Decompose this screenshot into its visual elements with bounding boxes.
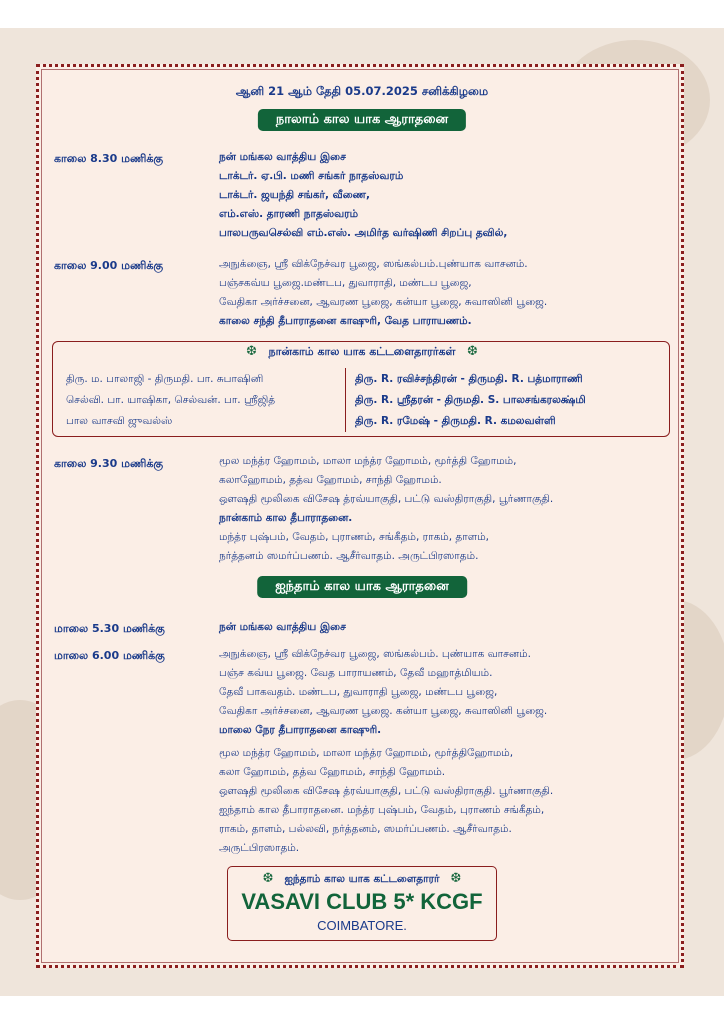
slot-details <box>219 148 669 243</box>
snowflake-icon: ❆ <box>466 344 478 359</box>
detail-line: ஔஷதி மூலிகை விசேஷ த்ரவ்யாகுதி, பட்டு வஸ்திராகுதி, பூர்ணாகுதி. <box>219 493 554 505</box>
detail-line: நான்காம் கால தீபாராதனை. <box>219 512 353 524</box>
slot-time: மாலை 5.30 மணிக்கு <box>54 622 165 635</box>
detail-line: நன் மங்கல வாத்திய இசை <box>219 151 346 163</box>
snowflake-icon: ❆ <box>246 344 258 359</box>
slot-details <box>219 255 669 331</box>
detail-line: டாக்டர். ஏ.பி. மணி சங்கர் நாதஸ்வரம் <box>219 170 404 182</box>
slot-details <box>219 645 669 740</box>
detail-line: நன் மங்கல வாத்திய இசை <box>219 621 346 633</box>
detail-line: எம்.எஸ். தாரணி நாதஸ்வரம் <box>219 208 359 220</box>
detail-line: பாலபருவசெல்வி எம்.எஸ். அமிர்த வர்ஷிணி சிறப்பு தவில், <box>219 227 508 239</box>
detail-line: கலா ஹோமம், தத்வ ஹோமம், சாந்தி ஹோமம். <box>219 766 446 778</box>
detail-line: டாக்டர். ஜயந்தி சங்கர், வீணை, <box>219 189 370 201</box>
detail-line: அநுக்ஞை, ஸ்ரீ விக்நேச்வர பூஜை, ஸங்கல்பம்.புண்யாக வாசனம். <box>219 258 528 270</box>
detail-line: அநுக்ஞை, ஸ்ரீ விக்நேச்வர பூஜை, ஸங்கல்பம். புண்யாக வாசனம். <box>219 648 531 660</box>
session4-title: நாலாம் கால யாக ஆராதனை <box>258 109 466 131</box>
donor-line: திரு. R. ஸ்ரீதரன் - திருமதி. S. பாலசங்கரலக்ஷ்மி <box>355 394 586 406</box>
slot-time: மாலை 6.00 மணிக்கு <box>54 649 165 662</box>
detail-line: நர்த்தனம் ஸமர்ப்பணம். ஆசீர்வாதம். அருட்பிரஸாதம். <box>219 550 479 562</box>
sponsor-name: VASAVI CLUB 5* KCGF <box>241 889 483 914</box>
donor-line: செல்வி. பா. யாஷிகா, செல்வன். பா. ஸ்ரீஜித் <box>66 394 276 406</box>
detail-line: வேதிகா அர்ச்சனை, ஆவரண பூஜை, கன்யா பூஜை, சுவாஸினி பூஜை. <box>219 296 548 308</box>
donors-heading-text: நான்காம் கால யாக கட்டளைதாரர்கள் <box>268 345 456 358</box>
detail-line: காலை சந்தி தீபாராதனை காஷுரி, வேத பாராயணம். <box>219 315 472 327</box>
slot-details <box>219 618 669 637</box>
detail-line: ராகம், தாளம், பல்லவி, நர்த்தனம், ஸமர்ப்பணம். ஆசீர்வாதம். <box>219 823 512 835</box>
donor-line: திரு. R. ரமேஷ் - திருமதி. R. கமலவள்ளி <box>355 415 556 427</box>
detail-line: ஐந்தாம் கால தீபாராதனை. மந்த்ர புஷ்பம், வேதம், புராணம் சங்கீதம், <box>219 804 545 816</box>
date-line: ஆனி 21 ஆம் தேதி 05.07.2025 சனிக்கிழமை <box>235 84 489 98</box>
donors-right-column <box>355 369 586 432</box>
sponsor-heading-text: ஐந்தாம் கால யாக கட்டளைதாரர் <box>284 873 440 885</box>
detail-line: மாலை நேர தீபாராதனை காஷுரி. <box>219 724 382 736</box>
slot-time: காலை 8.30 மணிக்கு <box>54 152 164 165</box>
detail-line: வேதிகா அர்ச்சனை, ஆவரண பூஜை. கன்யா பூஜை, சுவாஸினி பூஜை. <box>219 705 548 717</box>
donor-line: திரு. R. ரவிச்சந்திரன் - திருமதி. R. பத்மாராணி <box>355 373 583 385</box>
sponsor-heading <box>227 871 497 886</box>
detail-line: மூல மந்த்ர ஹோமம், மாலா மந்த்ர ஹோமம், மூர்த்திஹோமம், <box>219 747 514 759</box>
homam-details <box>219 744 669 858</box>
slot-time: காலை 9.30 மணிக்கு <box>54 457 164 470</box>
detail-line: மந்த்ர புஷ்பம், வேதம், புராணம், சங்கீதம், ராகம், தாளம், <box>219 531 489 543</box>
snowflake-icon: ❆ <box>450 871 462 886</box>
donors-heading <box>0 344 724 360</box>
detail-line: அருட்பிரஸாதம். <box>219 842 300 854</box>
slot-details <box>219 452 669 566</box>
donors-left-column <box>66 369 275 432</box>
session5-title: ஐந்தாம் கால யாக ஆராதனை <box>257 576 467 598</box>
detail-line: ஔஷதி மூலிகை விசேஷ த்ரவ்யாகுதி, பட்டு வஸ்திராகுதி. பூர்ணாகுதி. <box>219 785 554 797</box>
slot-time: காலை 9.00 மணிக்கு <box>54 259 164 272</box>
detail-line: பஞ்ச கவ்ய பூஜை. வேத பாராயணம், தேவீ மஹாத்மியம். <box>219 667 493 679</box>
detail-line: கலாஹோமம், தத்வ ஹோமம், சாந்தி ஹோமம். <box>219 474 442 486</box>
sponsor-city: COIMBATORE. <box>317 918 407 933</box>
column-divider <box>345 368 346 432</box>
detail-line: மூல மந்த்ர ஹோமம், மாலா மந்த்ர ஹோமம், மூர்த்தி ஹோமம், <box>219 455 517 467</box>
detail-line: பஞ்சகவ்ய பூஜை.மண்டப, துவாராதி, மண்டப பூஜை, <box>219 277 472 289</box>
donor-line: திரு. ம. பாலாஜி - திருமதி. பா. சுபாஷினி <box>66 373 264 385</box>
snowflake-icon: ❆ <box>262 871 274 886</box>
detail-line: தேவீ பாகவதம். மண்டப, துவாராதி பூஜை, மண்டப பூஜை, <box>219 686 498 698</box>
donor-line: பால வாசவி ஜுவல்ஸ் <box>66 415 173 427</box>
